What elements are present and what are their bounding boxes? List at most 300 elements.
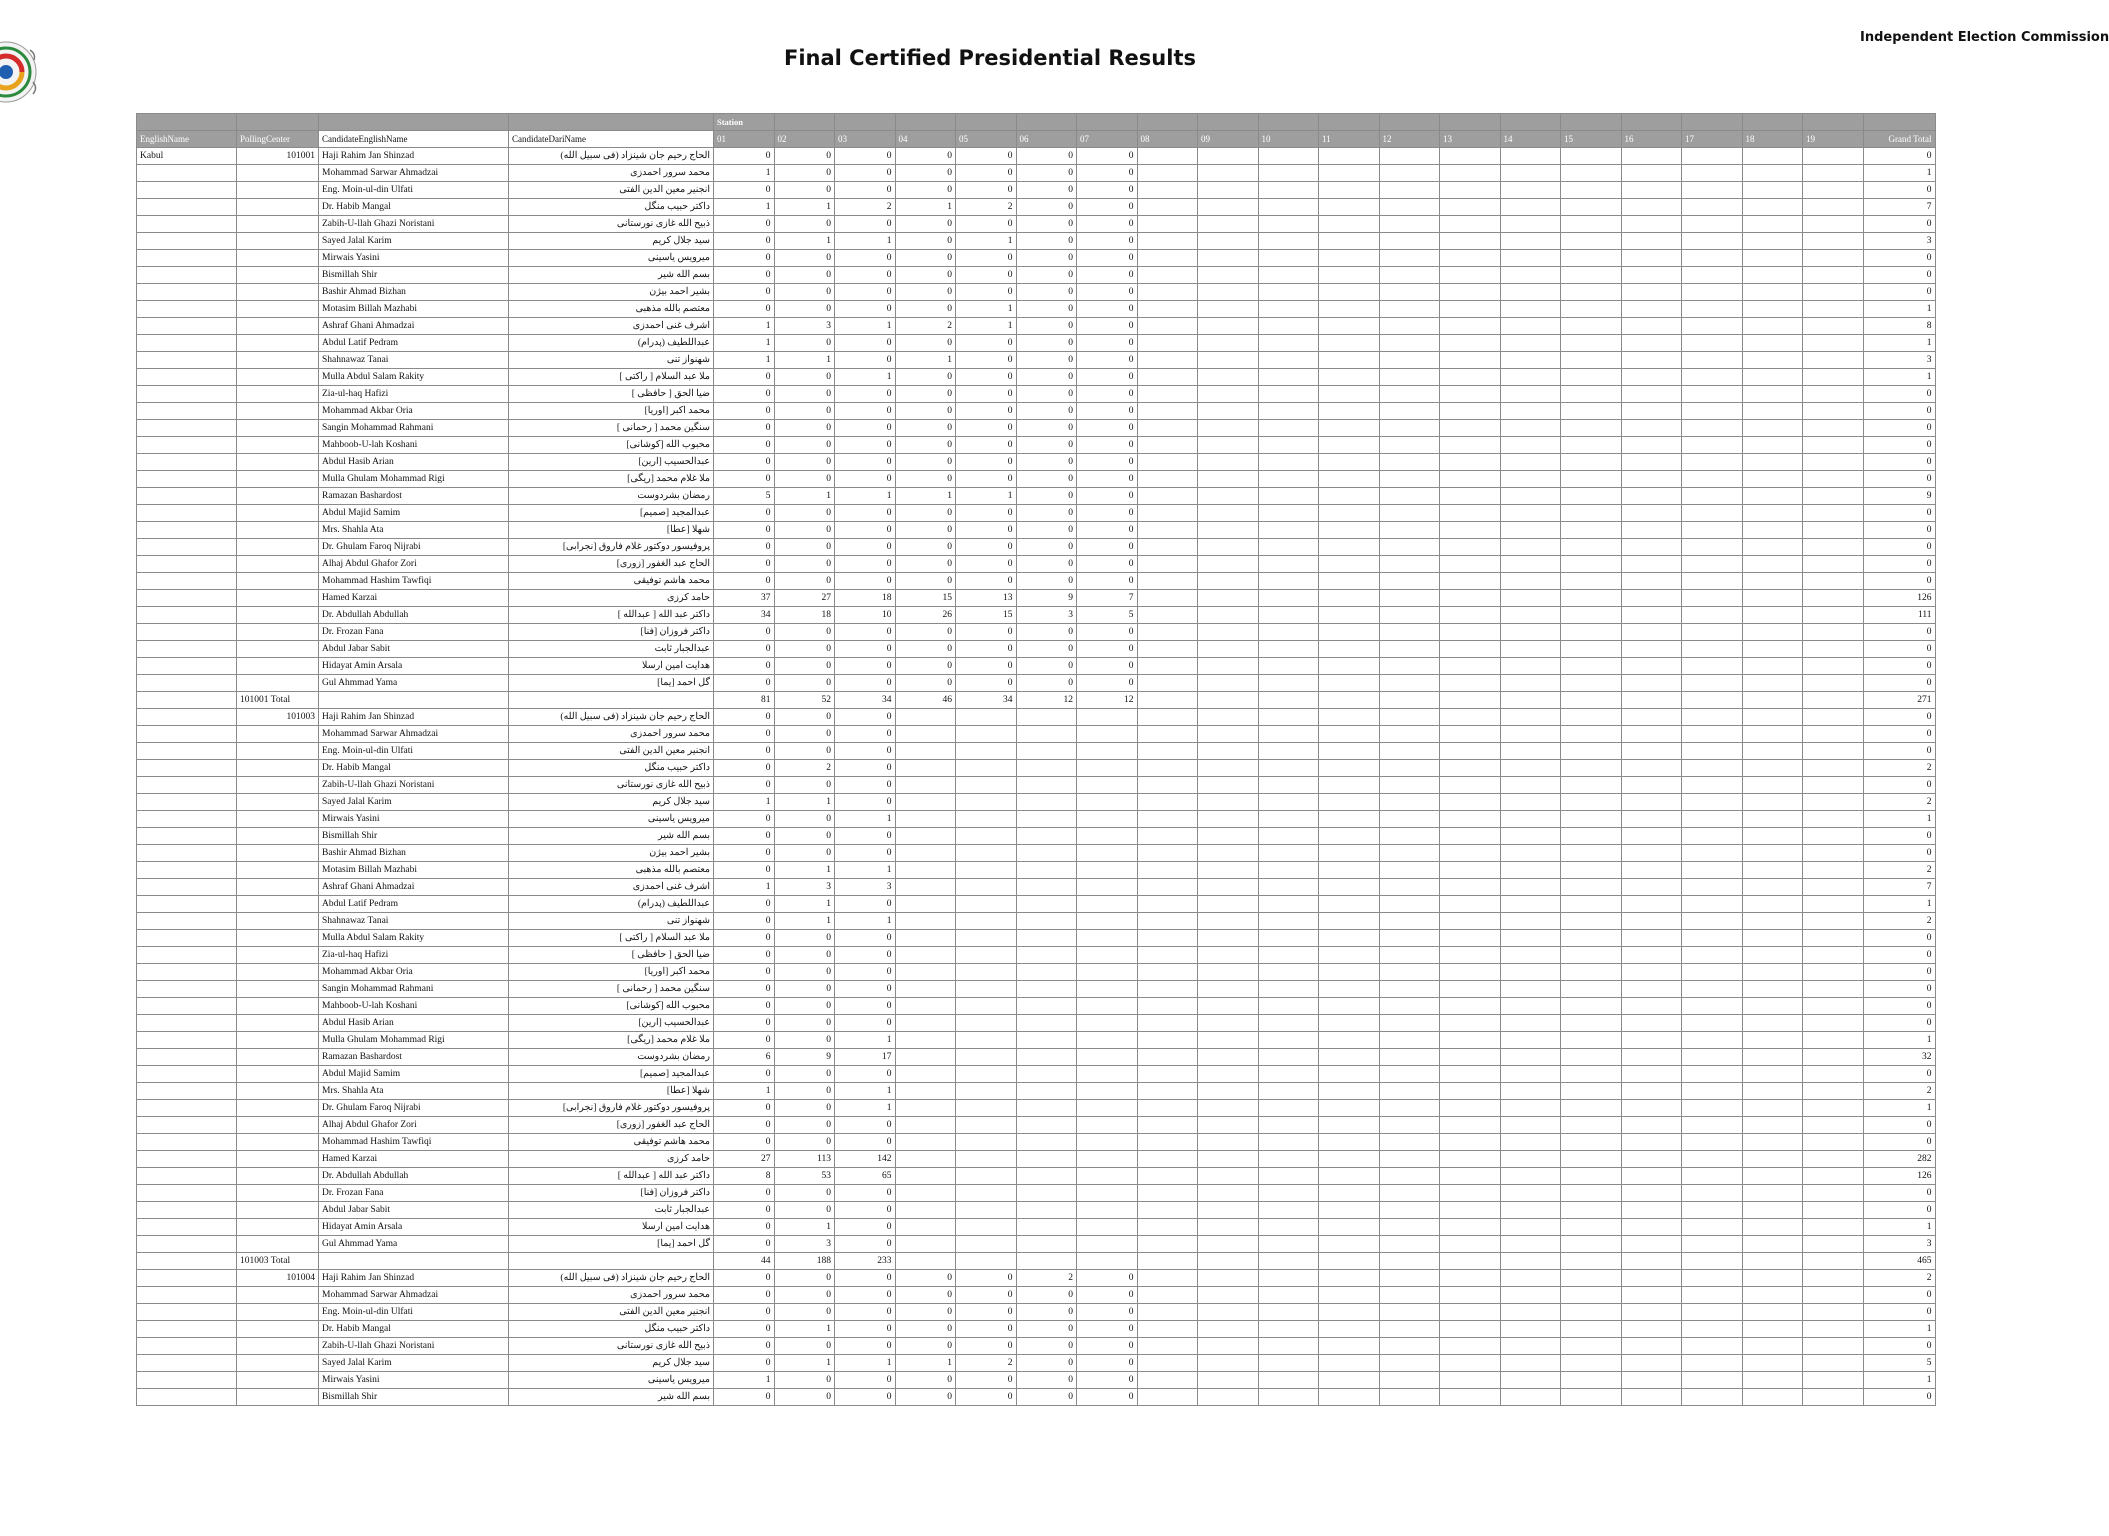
table-cell bbox=[1379, 1372, 1440, 1389]
table-cell: Alhaj Abdul Ghafor Zori bbox=[319, 1117, 509, 1134]
table-cell bbox=[1198, 539, 1259, 556]
table-cell bbox=[1137, 607, 1198, 624]
table-cell: 0 bbox=[1077, 1270, 1138, 1287]
table-cell: الحاج عبد الغفور [زوری] bbox=[509, 1117, 714, 1134]
table-cell bbox=[1137, 624, 1198, 641]
table-cell bbox=[956, 1049, 1017, 1066]
table-cell: عبداللطیف (پدرام) bbox=[509, 896, 714, 913]
table-cell bbox=[137, 930, 237, 947]
table-cell: 0 bbox=[774, 148, 835, 165]
table-cell bbox=[237, 1168, 319, 1185]
table-cell bbox=[895, 811, 956, 828]
table-cell bbox=[1016, 743, 1077, 760]
table-cell bbox=[1137, 947, 1198, 964]
table-cell: 1 bbox=[835, 369, 896, 386]
table-cell bbox=[1682, 1321, 1743, 1338]
table-cell bbox=[1379, 1015, 1440, 1032]
table-cell bbox=[1500, 1270, 1561, 1287]
table-cell bbox=[1561, 896, 1622, 913]
table-cell: 1 bbox=[956, 488, 1017, 505]
table-cell bbox=[137, 182, 237, 199]
header-band-cell bbox=[1379, 114, 1440, 131]
table-cell bbox=[1621, 250, 1682, 267]
table-cell: 0 bbox=[956, 352, 1017, 369]
table-cell bbox=[137, 471, 237, 488]
table-cell bbox=[1198, 777, 1259, 794]
table-cell: Mulla Abdul Salam Rakity bbox=[319, 369, 509, 386]
table-cell bbox=[1137, 1321, 1198, 1338]
table-cell bbox=[1137, 216, 1198, 233]
table-cell bbox=[1379, 199, 1440, 216]
table-cell bbox=[1077, 1032, 1138, 1049]
table-cell: 0 bbox=[895, 454, 956, 471]
table-cell: 0 bbox=[835, 1202, 896, 1219]
table-cell: 0 bbox=[1863, 182, 1935, 199]
table-cell bbox=[1742, 590, 1803, 607]
table-cell bbox=[1198, 454, 1259, 471]
table-cell bbox=[1742, 216, 1803, 233]
table-cell: 18 bbox=[774, 607, 835, 624]
table-cell bbox=[1319, 641, 1380, 658]
table-cell bbox=[1621, 1100, 1682, 1117]
table-cell bbox=[1379, 998, 1440, 1015]
table-cell: 0 bbox=[1077, 1304, 1138, 1321]
table-cell: Eng. Moin-ul-din Ulfati bbox=[319, 1304, 509, 1321]
table-cell bbox=[1379, 1270, 1440, 1287]
table-cell bbox=[1077, 1151, 1138, 1168]
table-cell bbox=[137, 1083, 237, 1100]
table-cell: 0 bbox=[774, 777, 835, 794]
header-band-cell bbox=[1198, 114, 1259, 131]
table-row bbox=[137, 216, 1936, 233]
table-cell bbox=[1258, 675, 1319, 692]
table-cell bbox=[1803, 369, 1864, 386]
table-cell bbox=[1137, 301, 1198, 318]
table-cell: محمد سرور احمدزی bbox=[509, 726, 714, 743]
table-cell bbox=[1500, 998, 1561, 1015]
table-cell bbox=[237, 1338, 319, 1355]
table-cell bbox=[237, 845, 319, 862]
table-cell: 0 bbox=[835, 522, 896, 539]
table-cell: 1 bbox=[714, 352, 775, 369]
table-cell bbox=[1440, 641, 1501, 658]
table-cell bbox=[137, 896, 237, 913]
table-cell bbox=[956, 1185, 1017, 1202]
table-row bbox=[137, 199, 1936, 216]
table-cell bbox=[1440, 828, 1501, 845]
table-cell bbox=[1440, 1236, 1501, 1253]
table-cell: 0 bbox=[774, 828, 835, 845]
table-cell bbox=[137, 1032, 237, 1049]
table-cell bbox=[1682, 1270, 1743, 1287]
table-cell bbox=[1561, 1202, 1622, 1219]
table-cell bbox=[1198, 165, 1259, 182]
table-cell bbox=[1258, 318, 1319, 335]
table-cell bbox=[1742, 896, 1803, 913]
table-cell bbox=[1077, 1236, 1138, 1253]
table-cell: 7 bbox=[1863, 199, 1935, 216]
table-cell: 0 bbox=[714, 556, 775, 573]
table-cell bbox=[1258, 182, 1319, 199]
table-cell bbox=[1258, 216, 1319, 233]
table-cell bbox=[1440, 352, 1501, 369]
table-cell: Alhaj Abdul Ghafor Zori bbox=[319, 556, 509, 573]
table-cell bbox=[1682, 284, 1743, 301]
table-cell bbox=[137, 641, 237, 658]
header-band-cell bbox=[1621, 114, 1682, 131]
table-cell: 1 bbox=[895, 1355, 956, 1372]
table-cell bbox=[1440, 420, 1501, 437]
table-cell bbox=[1319, 165, 1380, 182]
table-cell bbox=[1561, 1338, 1622, 1355]
table-cell: Ashraf Ghani Ahmadzai bbox=[319, 318, 509, 335]
table-cell bbox=[1621, 930, 1682, 947]
table-cell: 0 bbox=[774, 947, 835, 964]
table-cell bbox=[1742, 148, 1803, 165]
table-cell: 0 bbox=[774, 624, 835, 641]
table-cell: 0 bbox=[774, 709, 835, 726]
table-cell bbox=[1016, 811, 1077, 828]
table-cell bbox=[1379, 1100, 1440, 1117]
table-cell bbox=[1500, 233, 1561, 250]
table-cell bbox=[1258, 369, 1319, 386]
table-cell: 0 bbox=[835, 182, 896, 199]
table-cell bbox=[1742, 573, 1803, 590]
table-cell bbox=[1682, 454, 1743, 471]
table-cell bbox=[1561, 811, 1622, 828]
table-cell: 0 bbox=[774, 165, 835, 182]
table-cell bbox=[1621, 828, 1682, 845]
table-cell bbox=[956, 1100, 1017, 1117]
table-cell bbox=[1258, 590, 1319, 607]
table-cell: 0 bbox=[956, 505, 1017, 522]
table-cell bbox=[895, 1117, 956, 1134]
table-cell bbox=[1500, 1117, 1561, 1134]
table-cell: 0 bbox=[1077, 1389, 1138, 1406]
table-cell bbox=[1500, 556, 1561, 573]
table-cell bbox=[1742, 335, 1803, 352]
table-cell: 0 bbox=[895, 658, 956, 675]
table-cell bbox=[137, 1389, 237, 1406]
table-cell bbox=[1500, 1015, 1561, 1032]
table-cell bbox=[1803, 318, 1864, 335]
table-cell: 1 bbox=[835, 488, 896, 505]
table-cell: 0 bbox=[714, 1287, 775, 1304]
table-cell: گل احمد [یما] bbox=[509, 675, 714, 692]
table-cell bbox=[1621, 267, 1682, 284]
table-cell: 0 bbox=[1077, 335, 1138, 352]
table-cell bbox=[1258, 862, 1319, 879]
table-cell bbox=[956, 1032, 1017, 1049]
table-row bbox=[137, 437, 1936, 454]
table-cell bbox=[1440, 199, 1501, 216]
table-cell bbox=[1077, 998, 1138, 1015]
table-cell bbox=[237, 454, 319, 471]
table-cell bbox=[1137, 1355, 1198, 1372]
table-cell: الحاج عبد الغفور [زوری] bbox=[509, 556, 714, 573]
table-cell: Shahnawaz Tanai bbox=[319, 913, 509, 930]
table-cell: Haji Rahim Jan Shinzad bbox=[319, 709, 509, 726]
table-row bbox=[137, 862, 1936, 879]
table-cell: 0 bbox=[1077, 437, 1138, 454]
column-header: 01 bbox=[714, 131, 775, 148]
table-cell: Abdul Majid Samim bbox=[319, 1066, 509, 1083]
table-cell: 1 bbox=[1863, 301, 1935, 318]
table-cell: 0 bbox=[895, 675, 956, 692]
table-cell bbox=[1561, 539, 1622, 556]
table-cell bbox=[1016, 794, 1077, 811]
table-cell bbox=[1319, 1066, 1380, 1083]
table-cell bbox=[1258, 233, 1319, 250]
table-cell bbox=[1803, 1066, 1864, 1083]
table-cell: 0 bbox=[774, 284, 835, 301]
table-cell bbox=[1682, 1117, 1743, 1134]
table-cell bbox=[895, 845, 956, 862]
table-cell bbox=[1500, 488, 1561, 505]
table-cell: سنگین محمد [ رحمانی ] bbox=[509, 420, 714, 437]
table-cell bbox=[1379, 403, 1440, 420]
table-cell bbox=[1198, 947, 1259, 964]
table-cell bbox=[956, 828, 1017, 845]
table-cell: 0 bbox=[895, 250, 956, 267]
column-header: 11 bbox=[1319, 131, 1380, 148]
table-cell bbox=[1319, 692, 1380, 709]
table-cell bbox=[1500, 420, 1561, 437]
table-cell bbox=[237, 1287, 319, 1304]
table-cell: 1 bbox=[1863, 1321, 1935, 1338]
table-cell: داکتر عبد الله [ عبدالله ] bbox=[509, 607, 714, 624]
table-cell: بشیر احمد بیژن bbox=[509, 284, 714, 301]
table-cell bbox=[1319, 930, 1380, 947]
table-cell bbox=[237, 1117, 319, 1134]
table-cell bbox=[1682, 1100, 1743, 1117]
table-cell bbox=[1561, 1270, 1622, 1287]
table-cell bbox=[1198, 1117, 1259, 1134]
table-cell bbox=[1500, 794, 1561, 811]
table-cell bbox=[1500, 879, 1561, 896]
table-cell bbox=[1621, 896, 1682, 913]
table-cell bbox=[1198, 403, 1259, 420]
table-cell bbox=[1379, 233, 1440, 250]
table-cell: 0 bbox=[1863, 420, 1935, 437]
table-cell bbox=[1440, 1202, 1501, 1219]
table-cell: 0 bbox=[714, 1236, 775, 1253]
table-cell: 3 bbox=[1863, 352, 1935, 369]
table-cell bbox=[1319, 573, 1380, 590]
table-cell bbox=[237, 556, 319, 573]
column-header: 08 bbox=[1137, 131, 1198, 148]
table-row bbox=[137, 1270, 1936, 1287]
table-cell bbox=[1561, 1083, 1622, 1100]
table-cell: 0 bbox=[714, 1100, 775, 1117]
table-cell bbox=[1319, 1389, 1380, 1406]
header-band-cell bbox=[1742, 114, 1803, 131]
table-cell bbox=[1682, 250, 1743, 267]
table-cell: 0 bbox=[1016, 369, 1077, 386]
table-cell bbox=[1500, 743, 1561, 760]
table-cell: 0 bbox=[714, 437, 775, 454]
table-cell: ملا عبد السلام [ راکتی ] bbox=[509, 369, 714, 386]
table-cell bbox=[1198, 1236, 1259, 1253]
table-cell: 18 bbox=[835, 590, 896, 607]
table-cell: حامد کرزی bbox=[509, 590, 714, 607]
table-cell bbox=[1500, 148, 1561, 165]
table-cell: 1 bbox=[1863, 811, 1935, 828]
table-cell bbox=[956, 1083, 1017, 1100]
table-cell bbox=[137, 1372, 237, 1389]
table-cell bbox=[237, 250, 319, 267]
table-cell: 0 bbox=[1077, 233, 1138, 250]
table-cell bbox=[1016, 828, 1077, 845]
table-cell: 0 bbox=[835, 454, 896, 471]
table-cell bbox=[1561, 1304, 1622, 1321]
table-cell bbox=[1621, 148, 1682, 165]
table-cell: 0 bbox=[1863, 267, 1935, 284]
table-cell bbox=[1258, 947, 1319, 964]
table-cell bbox=[1682, 267, 1743, 284]
table-cell bbox=[1500, 386, 1561, 403]
table-cell bbox=[1258, 709, 1319, 726]
table-cell bbox=[237, 658, 319, 675]
table-cell bbox=[1016, 777, 1077, 794]
table-cell bbox=[1198, 828, 1259, 845]
table-cell: 0 bbox=[1016, 1372, 1077, 1389]
table-cell: 5 bbox=[1077, 607, 1138, 624]
table-cell: 0 bbox=[956, 624, 1017, 641]
table-cell bbox=[1742, 182, 1803, 199]
table-cell: 0 bbox=[835, 1304, 896, 1321]
table-cell bbox=[1440, 1066, 1501, 1083]
table-cell: 53 bbox=[774, 1168, 835, 1185]
table-cell bbox=[137, 403, 237, 420]
table-cell bbox=[1742, 1355, 1803, 1372]
table-cell bbox=[1682, 403, 1743, 420]
table-cell bbox=[1440, 454, 1501, 471]
table-cell bbox=[1379, 1185, 1440, 1202]
table-cell: 0 bbox=[835, 896, 896, 913]
table-cell bbox=[1742, 1151, 1803, 1168]
table-cell: میرویس یاسینی bbox=[509, 811, 714, 828]
table-cell bbox=[1561, 216, 1622, 233]
table-cell bbox=[1440, 1338, 1501, 1355]
table-cell bbox=[1440, 743, 1501, 760]
table-cell bbox=[1500, 1168, 1561, 1185]
table-cell bbox=[1621, 913, 1682, 930]
table-cell bbox=[1198, 335, 1259, 352]
column-header: 09 bbox=[1198, 131, 1259, 148]
table-cell bbox=[1500, 828, 1561, 845]
table-cell: محمد سرور احمدزی bbox=[509, 1287, 714, 1304]
table-cell bbox=[1561, 658, 1622, 675]
table-cell bbox=[1319, 369, 1380, 386]
table-cell bbox=[319, 692, 509, 709]
table-cell bbox=[1077, 1083, 1138, 1100]
table-cell bbox=[1319, 301, 1380, 318]
table-cell bbox=[1379, 726, 1440, 743]
table-cell: 0 bbox=[1077, 420, 1138, 437]
table-cell: الحاج رحیم جان شینزاد (فی سبیل الله) bbox=[509, 709, 714, 726]
table-cell bbox=[1137, 777, 1198, 794]
table-cell bbox=[1621, 216, 1682, 233]
table-cell: 37 bbox=[714, 590, 775, 607]
table-cell: 17 bbox=[835, 1049, 896, 1066]
table-cell bbox=[1379, 1338, 1440, 1355]
table-cell bbox=[1319, 182, 1380, 199]
table-cell: داکتر حبیب منگل bbox=[509, 199, 714, 216]
table-cell bbox=[1198, 352, 1259, 369]
table-cell bbox=[1319, 1151, 1380, 1168]
table-row bbox=[137, 913, 1936, 930]
table-row bbox=[137, 964, 1936, 981]
table-cell bbox=[1803, 709, 1864, 726]
table-cell bbox=[1742, 1185, 1803, 1202]
table-cell bbox=[1258, 658, 1319, 675]
table-cell bbox=[1561, 199, 1622, 216]
table-cell bbox=[137, 556, 237, 573]
table-cell bbox=[1137, 420, 1198, 437]
table-cell bbox=[1803, 267, 1864, 284]
table-cell bbox=[1258, 505, 1319, 522]
table-cell: محمد اکبر [اوریا] bbox=[509, 964, 714, 981]
table-cell bbox=[1742, 403, 1803, 420]
table-cell bbox=[1682, 896, 1743, 913]
table-cell: 188 bbox=[774, 1253, 835, 1270]
table-cell: 0 bbox=[895, 624, 956, 641]
table-cell bbox=[1077, 964, 1138, 981]
table-row bbox=[137, 998, 1936, 1015]
table-cell bbox=[1803, 1253, 1864, 1270]
table-cell: 3 bbox=[1016, 607, 1077, 624]
table-cell bbox=[1258, 794, 1319, 811]
table-cell bbox=[237, 930, 319, 947]
table-cell: Hamed Karzai bbox=[319, 1151, 509, 1168]
table-cell: 0 bbox=[714, 777, 775, 794]
table-cell: 0 bbox=[1863, 1015, 1935, 1032]
table-cell: 34 bbox=[835, 692, 896, 709]
table-cell bbox=[1621, 743, 1682, 760]
table-cell bbox=[1500, 335, 1561, 352]
table-cell bbox=[1137, 148, 1198, 165]
table-cell bbox=[1561, 165, 1622, 182]
table-cell: 1 bbox=[1863, 165, 1935, 182]
table-cell bbox=[1440, 1270, 1501, 1287]
table-cell bbox=[137, 1185, 237, 1202]
table-cell: 1 bbox=[774, 1355, 835, 1372]
table-cell: ذبیح الله غازی نورستانی bbox=[509, 1338, 714, 1355]
table-cell bbox=[1319, 998, 1380, 1015]
table-cell: 0 bbox=[895, 148, 956, 165]
table-cell: 0 bbox=[1016, 1321, 1077, 1338]
table-cell bbox=[1561, 1032, 1622, 1049]
table-cell bbox=[137, 913, 237, 930]
table-cell: 0 bbox=[774, 1083, 835, 1100]
table-cell: 0 bbox=[774, 369, 835, 386]
table-cell bbox=[1440, 1117, 1501, 1134]
table-cell bbox=[137, 505, 237, 522]
table-row bbox=[137, 182, 1936, 199]
table-cell bbox=[1621, 641, 1682, 658]
table-cell bbox=[237, 964, 319, 981]
table-cell bbox=[1319, 471, 1380, 488]
table-cell bbox=[1198, 233, 1259, 250]
table-cell: الحاج رحیم جان شینزاد (فی سبیل الله) bbox=[509, 148, 714, 165]
table-cell bbox=[1440, 1304, 1501, 1321]
table-cell: 126 bbox=[1863, 590, 1935, 607]
table-cell bbox=[895, 1083, 956, 1100]
table-cell bbox=[1379, 1253, 1440, 1270]
table-cell bbox=[237, 488, 319, 505]
table-cell bbox=[1258, 981, 1319, 998]
